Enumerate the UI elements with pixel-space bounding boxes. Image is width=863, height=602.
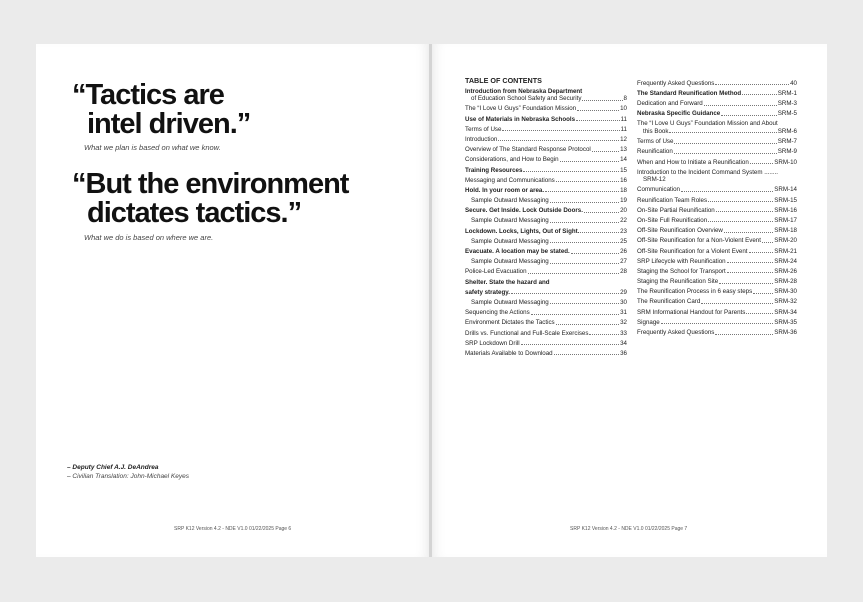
toc-leader	[580, 232, 619, 233]
toc-entry-title: Frequently Asked Questions	[637, 79, 715, 87]
toc-entry-title: Reunification Team Roles	[637, 196, 708, 204]
toc-entry-title: The Standard Reunification Method	[637, 89, 742, 97]
toc-leader	[531, 314, 619, 315]
toc-entry-page: SRM-34	[774, 308, 797, 316]
toc-leader	[724, 232, 773, 233]
toc-entry-title: Reunification	[637, 148, 673, 156]
attribution: – Deputy Chief A.J. DeAndrea	[67, 464, 159, 471]
page-footer: SRP K12 Version 4.2 - NDE V1.0 01/22/2025 Page 6	[174, 526, 292, 532]
toc-entry-page: 29	[620, 288, 627, 296]
toc-entry-page: SRM-6	[777, 127, 797, 135]
toc-entry-page: 14	[620, 156, 627, 164]
toc-entry-title: Sample Outward Messaging	[471, 217, 549, 225]
toc-entry-page: SRM-30	[774, 288, 797, 296]
toc-entry-page: 28	[620, 268, 627, 276]
toc-entry-title: Off-Site Reunification for a Violent Event	[637, 247, 748, 255]
toc-entry	[637, 278, 797, 286]
toc-entry	[465, 350, 627, 358]
toc-title: TABLE OF CONTENTS	[465, 76, 542, 85]
toc-leader	[582, 100, 622, 101]
toc-entry-title: The Reunification Process in 6 easy steps	[637, 288, 753, 296]
toc-entry-title: Shelter. State the hazard and	[465, 278, 550, 286]
toc-entry	[465, 309, 627, 317]
toc-entry-title: Introduction	[465, 135, 498, 143]
toc-entry-title: Sample Outward Messaging	[471, 197, 549, 205]
toc-entry-page: 23	[620, 227, 627, 235]
toc-entry-page: 20	[620, 207, 627, 215]
quote-subtitle: What we do is based on where we are.	[84, 233, 214, 242]
toc-entry-title: Staging the School for Transport	[637, 267, 726, 275]
toc-leader	[674, 143, 776, 144]
toc-entry	[637, 207, 797, 215]
toc-leader	[750, 163, 774, 164]
toc-leader	[727, 262, 774, 263]
toc-entry	[465, 279, 627, 287]
toc-leader	[701, 303, 773, 304]
quote-line: “But the environment	[72, 168, 349, 200]
toc-entry-page: 34	[620, 339, 627, 347]
toc-entry-page: 25	[620, 237, 627, 245]
toc-entry	[637, 148, 797, 156]
toc-entry-title: Communication	[637, 186, 680, 194]
toc-entry	[637, 80, 797, 88]
toc-entry	[465, 289, 627, 297]
toc-leader	[715, 84, 789, 85]
toc-entry-page: 30	[620, 298, 627, 306]
toc-entry-title: Sample Outward Messaging	[471, 258, 549, 266]
quote-line: dictates tactics.”	[87, 197, 302, 229]
toc-leader	[554, 354, 620, 355]
toc-entry-title: Overview of The Standard Response Protocol	[465, 146, 591, 154]
toc-leader	[556, 324, 619, 325]
toc-leader	[576, 120, 620, 121]
toc-entry-title: SRM Informational Handout for Parents	[637, 308, 746, 316]
toc-entry-title: Introduction to the Incident Command System ........	[637, 168, 779, 176]
toc-entry-title: On-Site Full Reunification	[637, 216, 708, 224]
toc-leader	[545, 191, 619, 192]
toc-entry-page: SRM-14	[774, 186, 797, 194]
toc-entry-page: SRM-18	[774, 227, 797, 235]
toc-leader	[669, 132, 776, 133]
toc-leader	[719, 283, 773, 284]
toc-entry	[465, 299, 627, 307]
toc-entry	[465, 258, 627, 266]
toc-entry	[637, 329, 797, 337]
toc-entry	[637, 197, 797, 205]
toc-leader	[550, 202, 619, 203]
toc-entry-page: SRM-24	[774, 257, 797, 265]
left-page	[36, 44, 429, 557]
toc-entry-page: 27	[620, 258, 627, 266]
quote-environment	[72, 170, 348, 228]
toc-entry-title: Evacuate. A location may be stated.	[465, 248, 570, 255]
toc-entry-title: safety strategy.	[465, 288, 510, 296]
toc-entry-page: SRM-20	[774, 237, 797, 245]
toc-entry-title: Considerations, and How to Begin	[465, 156, 559, 164]
toc-leader	[681, 191, 773, 192]
toc-entry	[465, 116, 627, 124]
toc-entry-page: SRM-1	[777, 89, 797, 97]
toc-entry-title: Environment Dictates the Tactics	[465, 319, 555, 327]
toc-entry	[465, 217, 627, 225]
toc-entry	[465, 105, 627, 113]
toc-entry	[637, 258, 797, 266]
toc-leader	[550, 222, 619, 223]
toc-entry	[465, 126, 627, 134]
toc-leader	[571, 253, 619, 254]
toc-entry-page: 13	[620, 146, 627, 154]
toc-entry-title: SRP Lockdown Drill	[465, 339, 520, 347]
toc-entry-title: Terms of Use	[465, 125, 502, 133]
toc-entry-title: Nebraska Specific Guidance	[637, 110, 721, 118]
toc-entry	[465, 167, 627, 175]
toc-leader	[715, 334, 773, 335]
toc-leader	[674, 153, 777, 154]
toc-leader	[592, 151, 619, 152]
toc-entry	[465, 238, 627, 246]
toc-entry	[637, 268, 797, 276]
toc-entry	[465, 197, 627, 205]
toc-entry	[637, 319, 797, 327]
toc-entry	[465, 248, 627, 256]
toc-leader	[708, 201, 773, 202]
toc-entry-title: Dedication and Forward	[637, 100, 703, 108]
toc-leader	[498, 140, 619, 141]
quote-subtitle: What we plan is based on what we know.	[84, 143, 221, 152]
toc-entry-page: 26	[620, 248, 627, 255]
toc-entry-page: SRM-3	[777, 100, 797, 108]
toc-entry-page: 10	[620, 105, 627, 113]
right-page	[432, 44, 827, 557]
toc-entry-page: SRM-7	[777, 138, 797, 146]
attribution-translation: – Civilian Translation: John-Michael Keyes	[67, 473, 189, 480]
toc-entry-title: Lockdown. Locks, Lights, Out of Sight.	[465, 227, 580, 235]
toc-entry-page: SRM-21	[774, 247, 797, 255]
toc-leader	[721, 115, 777, 116]
toc-entry-page: 36	[620, 349, 627, 357]
toc-entry-page: 31	[620, 309, 627, 317]
toc-entry-page: 11	[620, 115, 627, 123]
toc-leader	[589, 334, 619, 335]
toc-entry	[637, 217, 797, 225]
toc-entry-title: The “I Love U Guys” Foundation Mission	[465, 105, 577, 113]
toc-entry	[637, 120, 797, 135]
toc-entry-page: 16	[620, 176, 627, 184]
toc-leader	[550, 303, 619, 304]
toc-entry-page: SRM-28	[774, 278, 797, 286]
toc-leader	[584, 212, 619, 213]
toc-entry-title-cont: this Book	[643, 127, 669, 135]
toc-entry	[637, 110, 797, 118]
toc-entry	[465, 268, 627, 276]
toc-leader	[746, 313, 773, 314]
toc-entry-title: Off-Site Reunification Overview	[637, 227, 723, 235]
toc-leader	[716, 211, 774, 212]
toc-entry-page: 19	[620, 197, 627, 205]
toc-entry	[637, 169, 797, 184]
toc-entry-title: Use of Materials in Nebraska Schools	[465, 115, 576, 123]
toc-entry-title: Signage	[637, 318, 660, 326]
toc-entry-title: Materials Available to Download	[465, 349, 553, 357]
toc-entry-page: SRM-16	[774, 206, 797, 214]
toc-leader	[762, 242, 773, 243]
toc-leader	[550, 242, 619, 243]
toc-leader	[742, 94, 777, 95]
toc-leader	[502, 130, 619, 131]
toc-column-1	[465, 77, 627, 357]
toc-entry-title: Drills vs. Functional and Full-Scale Exercises	[465, 329, 589, 337]
toc-entry-page: 22	[620, 217, 627, 225]
toc-entry-page: SRM-17	[774, 216, 797, 224]
toc-entry-page: SRM-9	[777, 148, 797, 156]
toc-entry-page: SRM-32	[774, 298, 797, 306]
toc-entry	[637, 100, 797, 108]
toc-leader	[560, 161, 620, 162]
toc-entry	[637, 159, 797, 167]
quote-tactics	[72, 81, 250, 139]
toc-leader	[708, 221, 773, 222]
toc-entry-page: 15	[620, 166, 627, 174]
toc-entry-title: On-Site Partial Reunification	[637, 206, 715, 214]
toc-entry	[637, 237, 797, 245]
toc-entry-title: Frequently Asked Questions	[637, 329, 715, 336]
toc-leader	[749, 252, 774, 253]
toc-entry	[465, 228, 627, 236]
toc-entry-page: SRM-5	[777, 110, 797, 118]
toc-entry-page: 32	[620, 319, 627, 327]
toc-entry-title: When and How to Initiate a Reunification	[637, 158, 749, 166]
toc-entry-title: Terms of Use	[637, 138, 674, 146]
toc-entry	[637, 248, 797, 256]
toc-entry-title: The Reunification Card	[637, 298, 701, 306]
toc-entry-title-cont: of Education School Safety and Security	[471, 95, 582, 103]
toc-entry-page: SRM-36	[774, 329, 797, 336]
toc-entry-page: 12	[620, 135, 627, 143]
toc-entry-page: 33	[620, 329, 627, 337]
toc-entry-title: Sample Outward Messaging	[471, 237, 549, 245]
toc-leader	[521, 344, 620, 345]
toc-entry-page: 18	[620, 186, 627, 194]
toc-entry	[465, 340, 627, 348]
quote-line: “Tactics are	[72, 79, 224, 111]
toc-entry	[465, 319, 627, 327]
quote-line: intel driven.”	[87, 108, 251, 140]
toc-entry-title: Sample Outward Messaging	[471, 298, 549, 306]
toc-entry-title: Messaging and Communications	[465, 176, 555, 184]
toc-entry	[637, 298, 797, 306]
toc-entry-title: Introduction from Nebraska Department	[465, 87, 583, 95]
toc-entry-title: SRP Lifecycle with Reunification	[637, 257, 726, 265]
toc-leader	[727, 272, 774, 273]
toc-leader	[523, 171, 619, 172]
toc-entry-title: Off-Site Reunification for a Non-Violent Event	[637, 237, 761, 245]
toc-entry	[465, 88, 627, 103]
toc-entry	[637, 138, 797, 146]
toc-entry	[465, 177, 627, 185]
toc-leader	[528, 273, 620, 274]
toc-entry	[637, 288, 797, 296]
toc-entry-page: SRM-10	[774, 158, 797, 166]
toc-leader	[753, 293, 773, 294]
toc-entry	[465, 207, 627, 215]
toc-entry	[637, 186, 797, 194]
toc-entry-title: Sequencing the Actions	[465, 309, 530, 317]
toc-entry-page: 8	[623, 95, 627, 103]
toc-entry-title: Training Resources	[465, 166, 523, 174]
toc-leader	[550, 263, 619, 264]
toc-entry-title: Staging the Reunification Site	[637, 278, 719, 286]
toc-entry	[637, 227, 797, 235]
toc-entry-page: 11	[620, 125, 627, 133]
toc-entry-title: Police-Led Evacuation	[465, 268, 527, 276]
toc-leader	[704, 105, 777, 106]
toc-column-2	[637, 77, 797, 337]
toc-leader	[556, 181, 619, 182]
toc-leader	[511, 293, 619, 294]
toc-entry-title-cont: SRM-12	[643, 176, 666, 184]
toc-entry-title: Hold. In your room or area.	[465, 186, 545, 194]
toc-entry	[465, 156, 627, 164]
toc-leader	[577, 110, 619, 111]
toc-entry-page: SRM-35	[774, 318, 797, 326]
toc-entry	[465, 187, 627, 195]
toc-entry	[465, 330, 627, 338]
toc-entry	[637, 309, 797, 317]
page-footer: SRP K12 Version 4.2 - NDE V1.0 01/22/2025 Page 7	[570, 526, 688, 532]
toc-entry	[637, 90, 797, 98]
toc-leader	[661, 323, 774, 324]
toc-entry-title: Secure. Get Inside. Lock Outside Doors.	[465, 207, 583, 215]
toc-entry	[465, 146, 627, 154]
toc-entry-title: The “I Love U Guys” Foundation Mission and About	[637, 120, 778, 128]
toc-entry-page: SRM-26	[774, 267, 797, 275]
toc-entry-page: 40	[790, 79, 797, 87]
toc-entry-page: SRM-15	[774, 196, 797, 204]
toc-entry	[465, 136, 627, 144]
